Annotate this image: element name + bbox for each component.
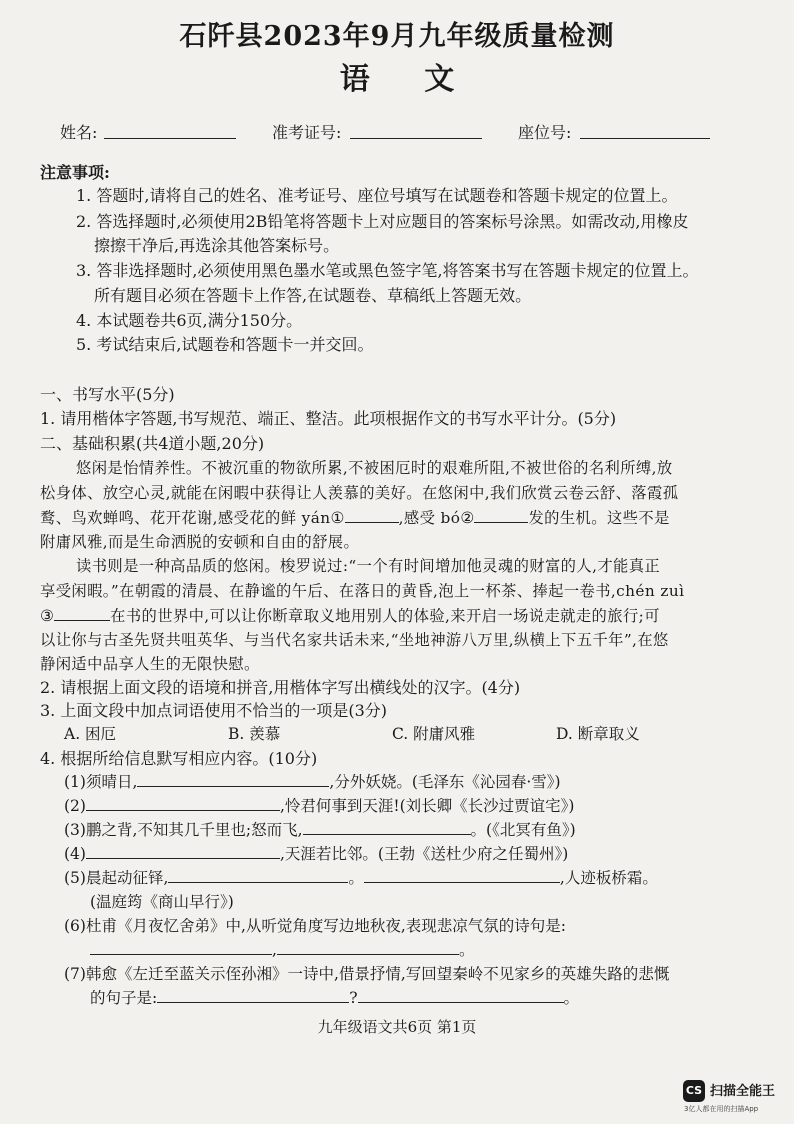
option-b[interactable]: B. 羡慕 [228, 725, 281, 743]
subject-title: 语 文 [339, 62, 477, 97]
passage-text: 发的生机。这些不是 [528, 509, 670, 527]
blank-1[interactable] [345, 508, 399, 523]
option-c[interactable]: C. 附庸风雅 [392, 725, 476, 743]
answer-blank[interactable] [86, 844, 280, 859]
camscanner-logo-icon: CS [683, 1080, 705, 1102]
q4-item-2: (2) ,怜君何事到天涯!(刘长卿《长沙过贾谊宅》) [64, 797, 575, 815]
passage-text: ,感受 bó② [398, 509, 475, 527]
q4-item-4: (4) ,天涯若比邻。(王勃《送杜少府之任蜀州》) [64, 845, 569, 863]
camscanner-tagline: 3亿人都在用的扫描App [684, 1105, 759, 1113]
q4-item-7-answer: 的句子是: ? 。 [90, 989, 580, 1007]
answer-blank[interactable] [303, 820, 471, 835]
question-3: 3. 上面文段中加点词语使用不恰当的一项是(3分) [40, 701, 388, 720]
q4-item-5-source: (温庭筠《商山早行》) [90, 893, 234, 911]
section1-heading: 一、书写水平(5分) [40, 385, 175, 404]
note-item: 3. 答非选择题时,必须使用黑色墨水笔或黑色签字笔,将答案书写在答题卡规定的位置上。 [76, 261, 699, 280]
passage-line: 静闲适中品享人生的无限快慰。 [40, 655, 260, 673]
answer-blank[interactable] [86, 796, 280, 811]
exam-title: 石阡县2023年9月九年级质量检测 [179, 21, 615, 52]
passage-line: 悠闲是怡情养性。不被沉重的物欲所累,不被困厄时的艰难所阻,不被世俗的名利所缚,放 [76, 459, 673, 477]
section2-heading: 二、基础积累(共4道小题,20分) [40, 434, 265, 453]
note-item: 擦擦干净后,再选涂其他答案标号。 [94, 236, 340, 255]
answer-blank[interactable] [137, 772, 329, 787]
passage-line: 读书则是一种高品质的悠闲。梭罗说过:“一个有时间增加他灵魂的财富的人,才能真正 [76, 557, 661, 575]
exam-id-field[interactable] [350, 138, 482, 139]
answer-blank[interactable] [277, 940, 459, 955]
answer-blank[interactable] [358, 988, 564, 1003]
q4-item-6: (6)杜甫《月夜忆舍弟》中,从听觉角度写边地秋夜,表现悲凉气氛的诗句是: [64, 917, 567, 935]
passage-text: 鹜、鸟欢蝉鸣、花开花谢,感受花的鲜 yán① [40, 509, 345, 527]
exam-id-label: 准考证号: [272, 123, 342, 142]
option-a[interactable]: A. 困厄 [64, 725, 117, 743]
q4-item-6-answer: , 。 [90, 938, 474, 960]
page-footer: 九年级语文共6页 第1页 [317, 1018, 477, 1036]
q4-item-7: (7)韩愈《左迁至蓝关示侄孙湘》一诗中,借景抒情,写回望秦岭不见家乡的英雄失路的悲慨 [64, 965, 670, 983]
q4-item-3: (3)鹏之背,不知其几千里也;怒而飞, 。(《北冥有鱼》) [64, 821, 576, 839]
note-item: 所有题目必须在答题卡上作答,在试题卷、草稿纸上答题无效。 [94, 286, 532, 305]
blank-3[interactable] [54, 606, 110, 621]
passage-line: 以让你与古圣先贤共咀英华、与当代名家共话未来,“坐地神游八万里,纵横上下五千年”,在悠 [40, 631, 669, 649]
passage-line [40, 506, 720, 528]
answer-blank[interactable] [157, 988, 349, 1003]
passage-line [40, 604, 720, 626]
question-1: 1. 请用楷体字答题,书写规范、端正、整洁。此项根据作文的书写水平计分。(5分) [40, 409, 617, 428]
name-label: 姓名: [60, 123, 98, 142]
option-d[interactable]: D. 断章取义 [556, 725, 640, 743]
q4-item-5: (5)晨起动征铎, 。 ,人迹板桥霜。 [64, 869, 658, 887]
question-4: 4. 根据所给信息默写相应内容。(10分) [40, 749, 318, 768]
notes-heading: 注意事项: [40, 163, 110, 182]
name-field[interactable] [104, 138, 236, 139]
passage-text: 在书的世界中,可以让你断章取义地用别人的体验,来开启一场说走就走的旅行;可 [110, 607, 660, 625]
note-item: 2. 答选择题时,必须使用2B铅笔将答题卡上对应题目的答案标号涂黑。如需改动,用橡皮 [76, 212, 689, 231]
answer-blank[interactable] [364, 868, 560, 883]
camscanner-name: 扫描全能王 [710, 1084, 776, 1099]
note-item: 5. 考试结束后,试题卷和答题卡一并交回。 [76, 335, 374, 354]
passage-line: 享受闲暇。”在朝霞的清晨、在静谧的午后、在落日的黄昏,泡上一杯茶、捧起一卷书,chén zuì [40, 582, 685, 600]
question-2: 2. 请根据上面文段的语境和拼音,用楷体字写出横线处的汉字。(4分) [40, 678, 521, 697]
passage-line: 附庸风雅,而是生命洒脱的安顿和自由的舒展。 [40, 533, 360, 551]
passage-line: 松身体、放空心灵,就能在闲暇中获得让人羡慕的美好。在悠闲中,我们欣赏云卷云舒、落霞孤 [40, 484, 679, 502]
q4-item-1: (1)须晴日, ,分外妖娆。(毛泽东《沁园春·雪》) [64, 773, 561, 791]
note-item: 4. 本试题卷共6页,满分150分。 [76, 311, 303, 330]
seat-field[interactable] [580, 138, 710, 139]
answer-blank[interactable] [168, 868, 348, 883]
seat-label: 座位号: [518, 123, 572, 142]
blank-2[interactable] [474, 508, 528, 523]
note-item: 1. 答题时,请将自己的姓名、准考证号、座位号填写在试题卷和答题卡规定的位置上。 [76, 186, 678, 205]
answer-blank[interactable] [90, 940, 272, 955]
passage-text: ③ [40, 607, 55, 625]
